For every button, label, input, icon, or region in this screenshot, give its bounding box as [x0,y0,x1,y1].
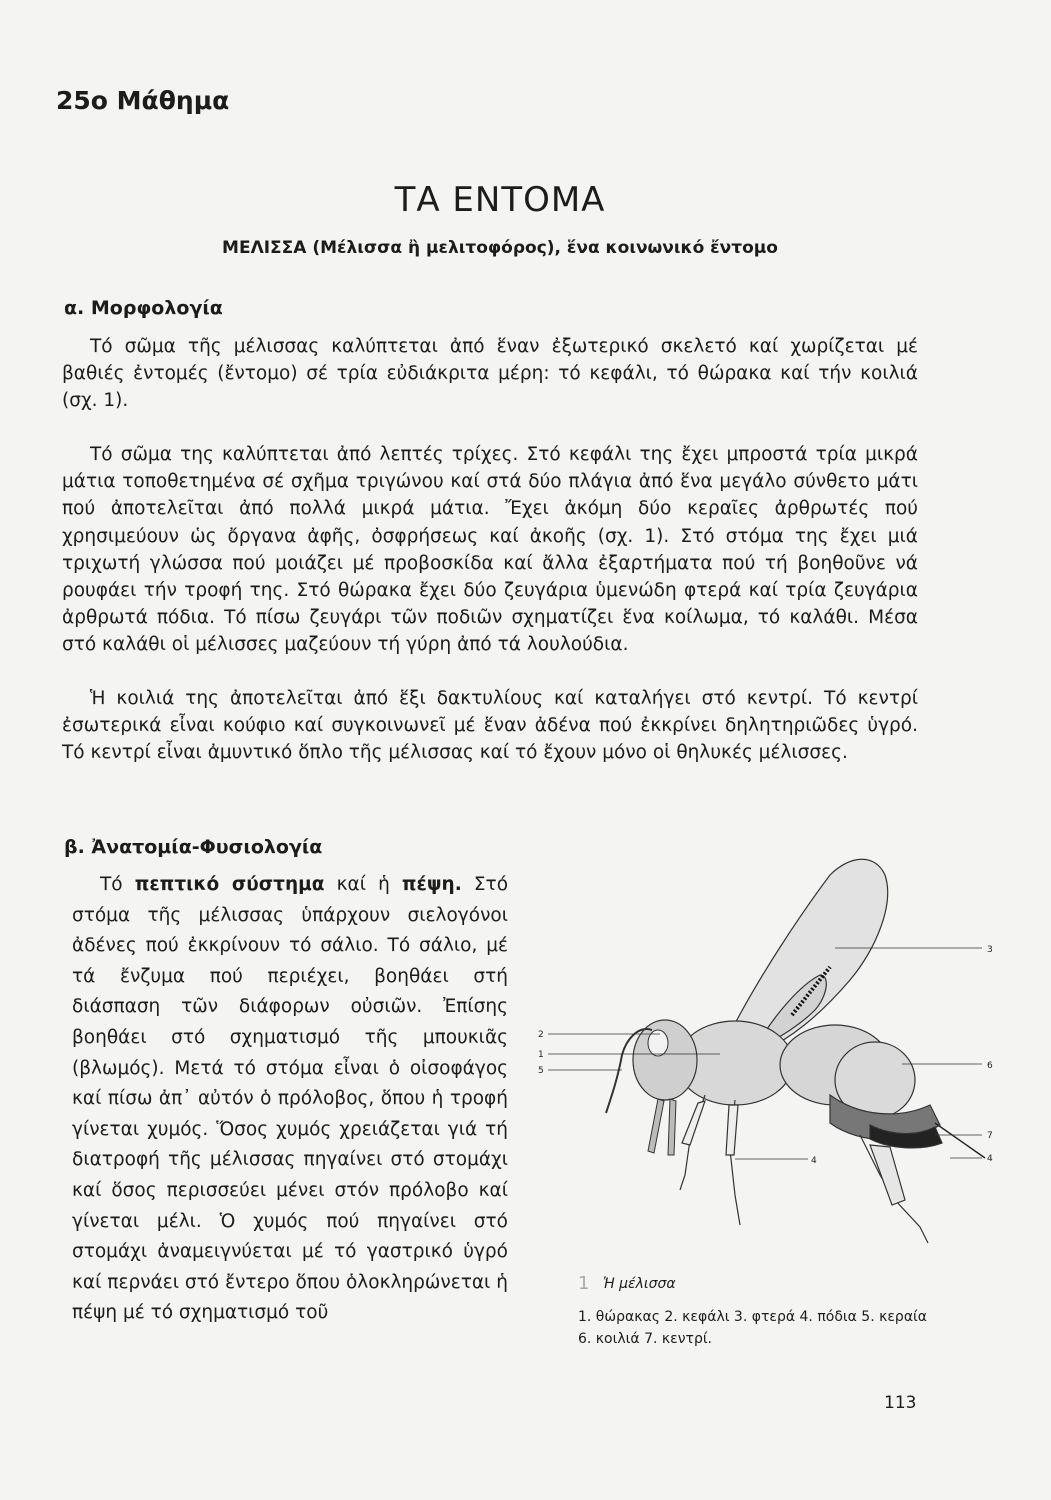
section-a-heading: α. Μορφολογία [64,297,223,319]
term-digestive-system: πεπτικό σύστημα [134,874,325,895]
section-a-paragraph-3: Ἡ κοιλιά της ἀποτελεῖται ἀπό ἕξι δακτυλίους καί καταλήγει στό κεντρί. Τό κεντρί ἐσωτερικά εἶναι κούφιο καί συγκοινωνεῖ μέ ἕναν ἀδένα πού ἐκκρίνει δηλητηριῶδες ὑγρό. Τό κεντρί εἶναι ἀμυντικό ὅπλο τῆς μέλισσας καί τό ἔχουν μόνο οἱ θηλυκές μέλισσες. [62,688,918,764]
sting-shape [935,1123,985,1158]
figure-title: Ἡ μέλισσα [603,1276,676,1292]
lesson-number: 25ο Μάθημα [56,86,230,115]
bee-illustration [530,855,1010,1275]
abdomen-shape [780,1025,942,1148]
callout-label-3: 3 [987,945,993,955]
section-a-paragraph-2: Τό σῶμα της καλύπτεται ἀπό λεπτές τρίχες. Στό κεφάλι της ἔχει μπροστά τρία μικρά μάτια τοποθετημένα σέ σχῆμα τριγώνου καί στά δύο πλάγια ἀπό ἕνα μεγάλο σύνθετο μάτι πού ἀποτελεῖται ἀπό πολλά μικρά μάτια. Ἔχει ἀκόμη δύο κεραῖες ἀρθρωτές πού χρησιμεύουν ὡς ὄργανα ἀφῆς, ὀσφρήσεως καί ἀκοῆς (σχ. 1). Στό στόμα της ἔχει μιά τριχωτή γλώσσα πού μοιάζει μέ προβοσκίδα καί ἄλλα ἐξαρτήματα πού τή βοηθοῦνε νά ρουφάει τήν τροφή της. Στό θώρακα ἔχει δύο ζευγάρια ὑμενώδη φτερά καί τρία ζευγάρια ἀρθρωτά πόδια. Τό πίσω ζευγάρι τῶν ποδιῶν σχηματίζει ἕνα κοίλωμα, τό καλάθι. Μέσα στό καλάθι οἱ μέλισσες μαζεύουν τή γύρη ἀπό τά λουλούδια. [62,444,918,656]
chapter-subtitle: ΜΕΛΙΣΣΑ (Μέλισσα ἢ μελιτοφόρος), ἕνα κοινωνικό ἔντομο [222,238,778,258]
callout-label-1: 1 [538,1050,544,1060]
head-shape [633,1020,697,1100]
chapter-title: ΤΑ ΕΝΤΟΜΑ [394,180,606,220]
callout-label-7: 7 [987,1131,993,1141]
page-number: 113 [884,1393,917,1413]
term-digestion: πέψη. [401,874,462,895]
section-b-heading: β. Ἀνατομία-Φυσιολογία [64,836,323,858]
figure-number: 1 [578,1273,590,1294]
callout-label-2: 2 [538,1030,544,1040]
mouthpart-shape [648,1099,664,1153]
figure-legend: 1. θώρακας 2. κεφάλι 3. φτερά 4. πόδια 5. κεραία 6. κοιλιά 7. κεντρί. [578,1309,928,1347]
paragraph-body: Στό στόμα τῆς μέλισσας ὑπάρχουν σιελογόνοι ἀδένες πού ἐκκρίνουν τό σάλιο. Τό σάλιο, μέ τά ἔνζυμα πού περιέχει, βοηθάει στή διάσπαση τῶν διάφορων οὐσιῶν. Ἐπίσης βοηθάει στό σχηματισμό τῆς μπουκιᾶς (βλωμός). Μετά τό στόμα εἶναι ὁ οἰσοφάγος καί πίσω ἀπ᾽ αὐτόν ὁ πρόλοβος, ὅπου ἡ τροφή γίνεται χυμός. Ὅσος χυμός χρειάζεται γιά τή διατροφή τῆς μέλισσας πηγαίνει στό στομάχι καί ὅσος περισσεύει μένει στόν πρόλοβο καί γίνεται μέλι. Ὁ χυμός πού πηγαίνει στό στομάχι ἀναμειγνύεται μέ τό γαστρικό ὑγρό καί περνάει στό ἔντερο ὅπου ὁλοκληρώνεται ἡ πέψη μέ τό σχηματισμό τοῦ [72,874,509,1324]
callout-label-5: 5 [538,1066,544,1076]
paragraph-start: Τό [100,874,135,895]
callout-label-4b: 4 [987,1154,993,1164]
paragraph-connector: καί ἡ [324,874,402,895]
section-b-paragraph [72,870,508,1329]
section-a-paragraph-1: Τό σῶμα τῆς μέλισσας καλύπτεται ἀπό ἕναν ἐξωτερικό σκελετό καί χωρίζεται μέ βαθιές ἐντομές (ἔντομο) σέ τρία εὐδιάκριτα μέρη: τό κεφάλι, τό θώρακα καί τήν κοιλιά (σχ. 1). [62,336,918,412]
callout-label-6: 6 [987,1061,993,1071]
callout-label-4: 4 [811,1156,817,1166]
